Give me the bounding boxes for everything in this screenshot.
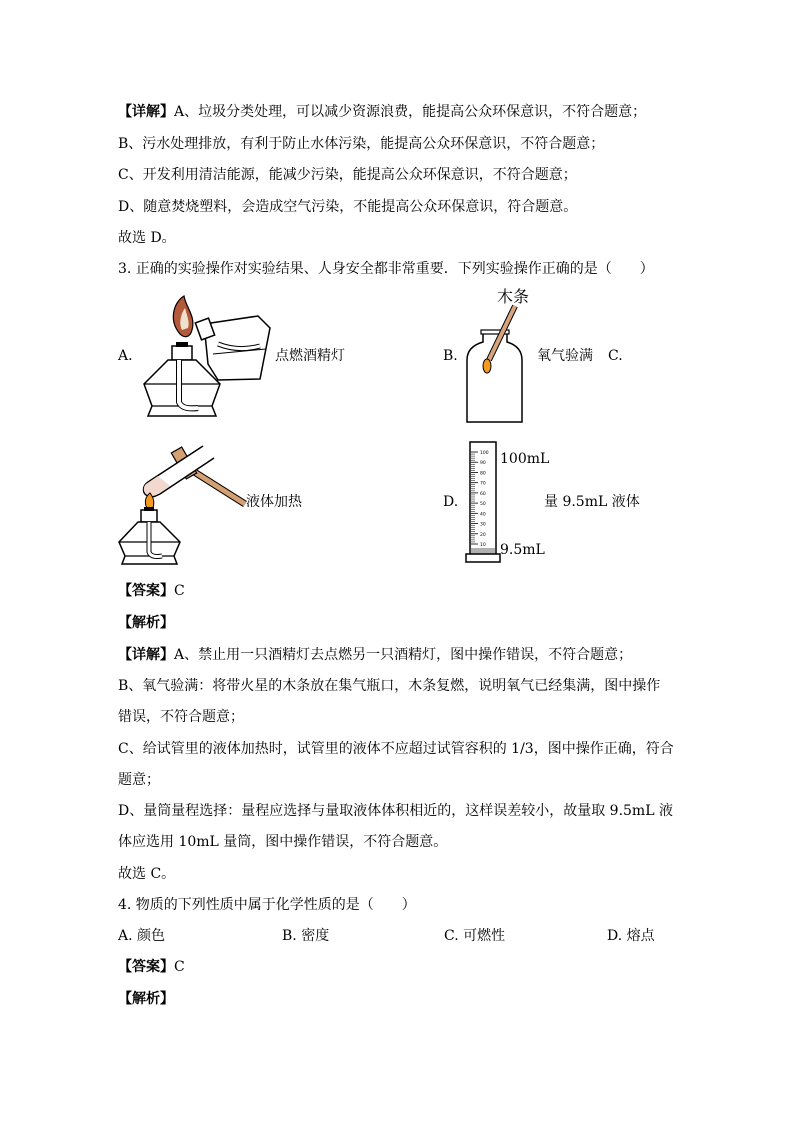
q3-option-b-caption: 氧气验满 [537, 348, 593, 364]
q4-option-a: A. 颜色 [118, 928, 166, 944]
q3-detail-line-b2: 错误，不符合题意； [118, 709, 244, 725]
q3-option-a-letter: A. [118, 348, 133, 364]
cylinder-tick-label: 90 [480, 461, 486, 467]
cylinder-tick-label: 50 [480, 502, 486, 508]
q3-detail-line-c2: 题意； [118, 772, 160, 788]
q3-detail-line-a: 【详解】A、禁止用一只酒精灯去点燃另一只酒精灯，图中操作错误，不符合题意； [118, 647, 633, 663]
prev-detail-line-a: 【详解】A、垃圾分类处理，可以减少资源浪费，能提高公众环保意识，不符合题意； [118, 104, 647, 120]
prev-detail-line-d: D、随意焚烧塑料，会造成空气污染，不能提高公众环保意识，符合题意。 [118, 199, 578, 215]
q4-stem: 4. 物质的下列性质中属于化学性质的是（ ） [118, 897, 416, 913]
q3-stem: 3. 正确的实验操作对实验结果、人身安全都非常重要．下列实验操作正确的是（ ） [118, 261, 654, 277]
q4-option-c: C. 可燃性 [444, 928, 506, 944]
q4-option-d: D. 熔点 [607, 928, 655, 944]
q3-answer: 【答案】C [118, 583, 185, 599]
oxygen-bottle-figure [465, 304, 525, 426]
cylinder-top-label: 100mL [500, 451, 550, 467]
cylinder-bottom-label: 9.5mL [500, 542, 545, 558]
prev-detail-line-b: B、污水处理排放，有利于防止水体污染，能提高公众环保意识，不符合题意； [118, 136, 605, 152]
q3-analysis-tag: 【解析】 [118, 615, 174, 631]
q3-option-d-caption: 量 9.5mL 液体 [544, 494, 640, 510]
liquid-heating-figure [118, 438, 248, 566]
q4-analysis-tag: 【解析】 [118, 991, 174, 1007]
cylinder-tick-label: 70 [480, 481, 486, 487]
q3-detail-line-c1: C、给试管里的液体加热时，试管里的液体不应超过试管容积的 1/3，图中操作正确，符合 [118, 741, 674, 757]
q3-option-b-letter: B. [443, 348, 458, 364]
graduated-cylinder-figure [466, 440, 500, 564]
q4-answer: 【答案】C [118, 959, 185, 975]
q3-option-c-caption: 液体加热 [246, 494, 302, 510]
cylinder-tick-label: 60 [480, 491, 486, 497]
q3-conclusion: 故选 C。 [118, 866, 176, 882]
q3-option-c-letter: C. [608, 348, 623, 364]
q3-option-a-caption: 点燃酒精灯 [275, 348, 345, 364]
q3-detail-line-d2: 体应选用 10mL 量筒，图中操作错误，不符合题意。 [118, 834, 448, 850]
q4-option-b: B. 密度 [282, 928, 330, 944]
cylinder-tick-label: 80 [480, 471, 486, 477]
detail-tag: 【详解】 [118, 104, 174, 120]
q3-option-d-letter: D. [443, 494, 459, 510]
prev-detail-line-c: C、开发利用清洁能源，能减少污染，能提高公众环保意识，不符合题意； [118, 167, 577, 183]
q3-detail-line-d1: D、量筒量程选择：量程应选择与量取液体体积相近的，这样误差较小，故量取 9.5mL 液 [118, 803, 673, 819]
cylinder-tick-label: 100 [480, 451, 489, 456]
cylinder-tick-label: 10 [480, 543, 486, 548]
cylinder-tick-label: 20 [480, 532, 486, 538]
prev-conclusion: 故选 D。 [118, 230, 176, 246]
alcohol-lamp-lighting-figure [138, 294, 273, 419]
q3-detail-line-b1: B、氧气验满：将带火星的木条放在集气瓶口，木条复燃，说明氧气已经集满，图中操作 [118, 678, 661, 694]
cylinder-tick-label: 40 [480, 512, 486, 518]
cylinder-tick-label: 30 [480, 522, 486, 528]
wood-stick-label: 木条 [497, 287, 530, 306]
